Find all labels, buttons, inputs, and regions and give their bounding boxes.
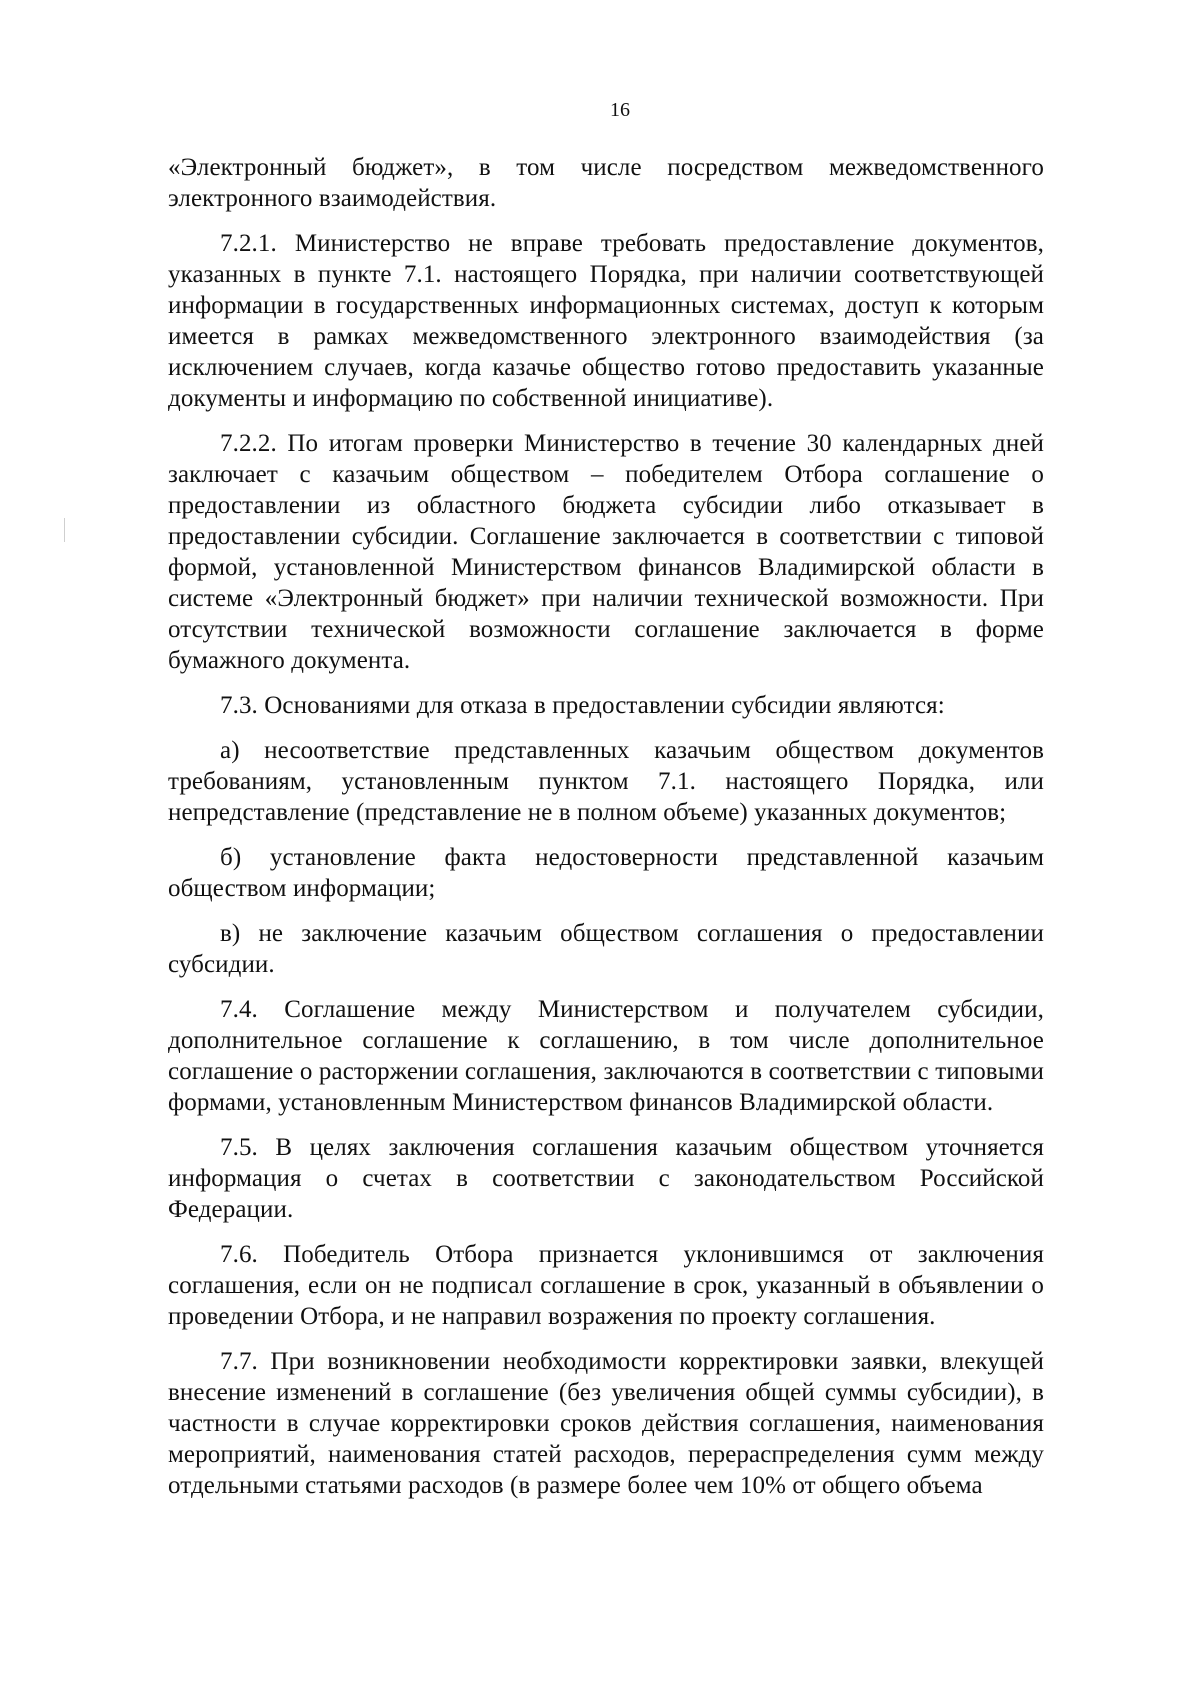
paragraph-7-3-a: а) несоответствие представленных казачьим обществом документов требованиям, установленным пунктом 7.1. настоящего Порядка, или непредставление (представление не в полном объеме) указанных документов; (168, 737, 1044, 826)
paragraph-7-5: 7.5. В целях заключения соглашения казачьим обществом уточняется информация о счетах в соответствии с законодательством Российской Федерации. (168, 1134, 1044, 1223)
paragraph-7-2-1: 7.2.1. Министерство не вправе требовать предоставление документов, указанных в пункте 7.1. настоящего Порядка, при наличии соответствующей информации в государственных информационных системах, доступ к которым имеется в рамках межведомственного электронного взаимодействия (за исключением случаев, когда казачье общество готово предоставить указанные документы и информацию по собственной инициативе). (168, 230, 1044, 412)
paragraph-7-6: 7.6. Победитель Отбора признается уклонившимся от заключения соглашения, если он не подписал соглашение в срок, указанный в объявлении о проведении Отбора, и не направил возражения по проекту соглашения. (168, 1241, 1044, 1330)
page-number: 16 (610, 99, 630, 121)
paragraph-7-7: 7.7. При возникновении необходимости корректировки заявки, влекущей внесение изменений в соглашение (без увеличения общей суммы субсидии), в частности в случае корректировки сроков действия соглашения, наименования мероприятий, наименования статей расходов, перераспределения сумм между отдельными статьями расходов (в размере более чем 10% от общего объема (168, 1348, 1044, 1499)
document-body (168, 152, 1044, 1515)
paragraph-7-2-2: 7.2.2. По итогам проверки Министерство в течение 30 календарных дней заключает с казачьим обществом – победителем Отбора соглашение о предоставлении из областного бюджета субсидии либо отказывает в предоставлении субсидии. Соглашение заключается в соответствии с типовой формой, установленной Министерством финансов Владимирской области в системе «Электронный бюджет» при наличии технической возможности. При отсутствии технической возможности соглашение заключается в форме бумажного документа. (168, 430, 1044, 674)
paragraph-7-3-b: б) установление факта недостоверности представленной казачьим обществом информации; (168, 844, 1044, 902)
paragraph-7-3-v: в) не заключение казачьим обществом соглашения о предоставлении субсидии. (168, 920, 1044, 978)
paragraph-7-3: 7.3. Основаниями для отказа в предоставлении субсидии являются: (220, 692, 945, 719)
paragraph-7-4: 7.4. Соглашение между Министерством и получателем субсидии, дополнительное соглашение к соглашению, в том числе дополнительное соглашение о расторжении соглашения, заключаются в соответствии с типовыми формами, установленным Министерством финансов Владимирской области. (168, 996, 1044, 1116)
paragraph-continuation: «Электронный бюджет», в том числе посредством межведомственного электронного взаимодействия. (168, 154, 1044, 212)
scan-artifact (64, 518, 65, 542)
